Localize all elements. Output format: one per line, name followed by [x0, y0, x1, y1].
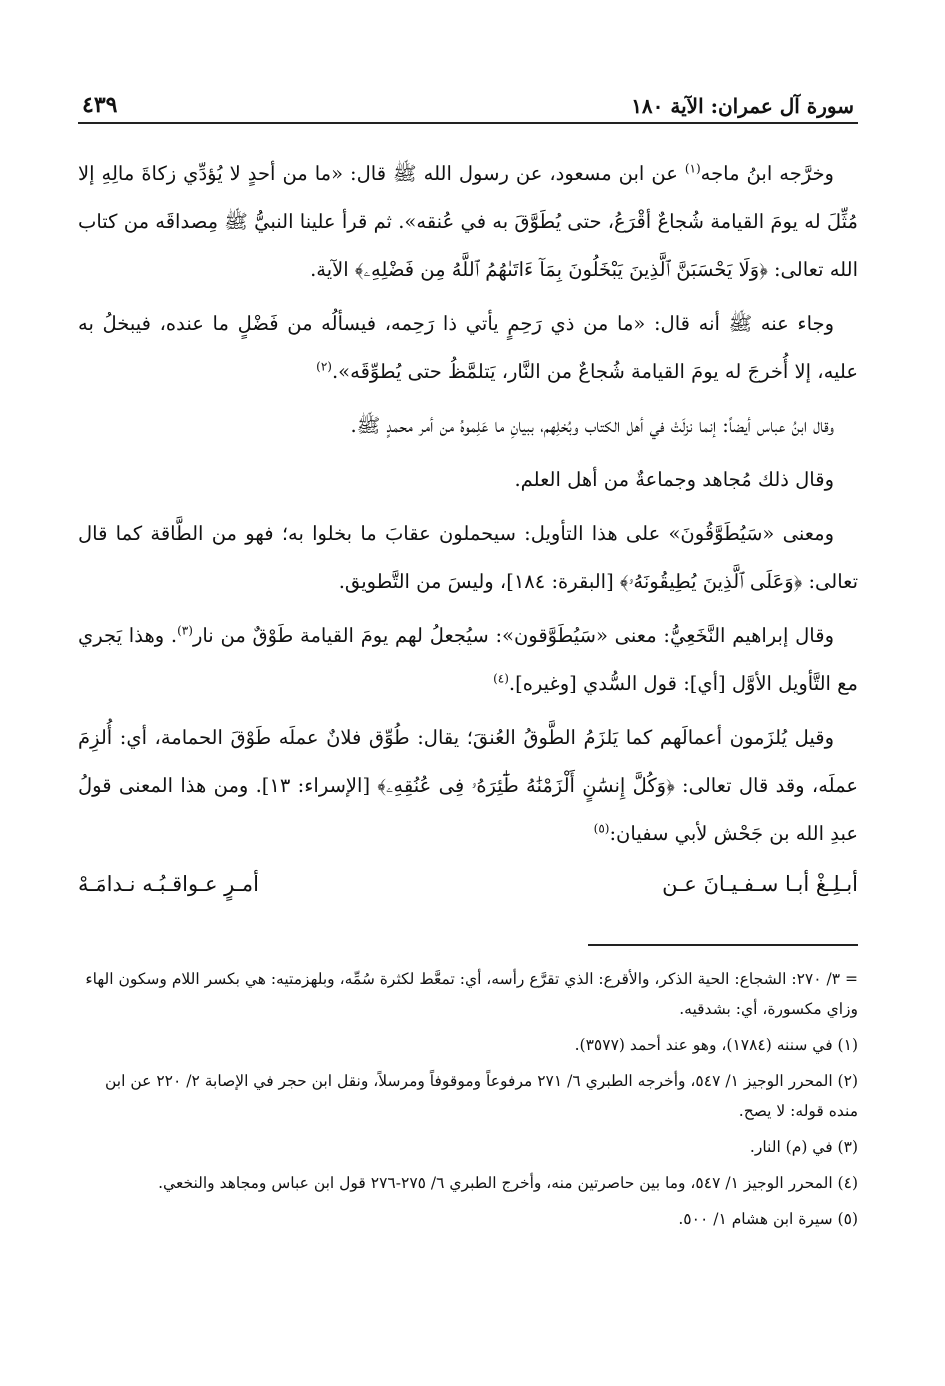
footnote-5: (٥) سيرة ابن هشام ١/ ٥٠٠.: [678, 1210, 858, 1228]
book-page: [78, 82, 858, 1362]
footnote-separator-wrap: [78, 904, 858, 946]
paragraph-3: وقال ابنُ عباس أيضاً: إنما نزلَتْ في أهل الكتاب وبُخلِهم، ببيانِ ما عَلِموهُ من أمر محمدٍ ﷺ.: [350, 414, 834, 437]
footnote-continuation: = ٣/ ٢٧٠: الشجاع: الحية الذكر، والأقرع: الذي تقرَّع رأسه، أي: تمعَّط لكثرة سُمِّه، وبلهزمتيه: هي بكسر اللام وسكون الهاء وزاي مكسورة، أي: بشدقيه.: [85, 970, 858, 1018]
paragraph-6: وقال إبراهيم النَّخَعِيُّ: معنى «سَيُطَوَّقون»: سيُجعلُ لهم يومَ القيامة طَوْقٌ من نار$^{(٣)}$. وهذا يَجري مع التَّأويل الأوَّل [أي]: قول السُّدي [وغيره].$^{(٤)}$: [78, 623, 858, 695]
page-number: ٤٣٩: [82, 92, 118, 118]
paragraph-2: وجاء عنه ﷺ أنه قال: «ما من ذي رَحِمٍ يأتي ذا رَحِمه، فيسألُه من فَضْلٍ ما عنده، فيبخلُ به عليه، إلا أُخرجَ له يومَ القيامة شُجاعٌ من النَّار، يَتلمَّظُ حتى يُطوِّقَه».$^{(٢)}$: [78, 312, 858, 383]
paragraph-5: ومعنى «سَيُطَوَّقُونَ» على هذا التأويل: سيحملون عقابَ ما بخلوا به؛ فهو من الطَّاقة كما قال تعالى: ﴿وَعَلَى ٱلَّذِينَ يُطِيقُونَهُۥ﴾ [البقرة: ١٨٤]، وليسَ من التَّطويق.: [78, 522, 858, 593]
chapter-verse-title: سورة آل عمران: الآية ١٨٠: [631, 94, 854, 118]
main-text: [78, 150, 858, 904]
footnote-ref-4: (٤): [493, 671, 509, 686]
footnote-ref-2: (٢): [316, 359, 332, 374]
running-header: [78, 82, 858, 124]
footnote-ref-3: (٣): [177, 623, 193, 638]
footnote-2: (٢) المحرر الوجيز ١/ ٥٤٧، وأخرجه الطبري ٦/ ٢٧١ مرفوعاً وموقوفاً ومرسلاً، ونقل ابن حجر في الإصابة ٢/ ٢٢٠ عن ابن منده قوله: لا يصح.: [105, 1072, 858, 1120]
footnote-separator: [588, 944, 858, 946]
footnote-ref-5: (٥): [593, 821, 610, 836]
paragraph-1: وخرَّجه ابنُ ماجه$^{(١)}$ عن ابن مسعود، عن رسول الله ﷺ قال: «ما من أحدٍ لا يُؤدِّي زكاةَ مالِهِ إلا مُثِّلَ له يومَ القيامة شُجاعٌ أقْرَعُ، حتى يُطَوَّقَ به في عُنقه». ثم قرأ علينا النبيُّ ﷺ مِصداقَه من كتاب الله تعالى: ﴿وَلَا يَحْسَبَنَّ ٱلَّذِينَ يَبْخَلُونَ بِمَآ ءَاتَىٰهُمُ ٱللَّهُ مِن فَضْلِهِۦ﴾ الآية.: [78, 161, 858, 281]
poetry-verse: [78, 864, 858, 904]
paragraph-4: وقال ذلك مُجاهد وجماعةٌ من أهل العلم.: [514, 468, 834, 491]
paragraph-7: وقيل يُلزَمون أعمالَهم كما يَلزَمُ الطَّوقُ العُنقَ؛ يقال: طُوِّق فلانٌ عملَه طَوْقَ الحمامة، أي: أُلزِمَ عملَه، وقد قال تعالى: ﴿وَكُلَّ إِنسَٰنٍ أَلْزَمْنَٰهُ طَٰٓئِرَهُۥ فِى عُنُقِهِۦ﴾ [الإسراء: ١٣]. ومن هذا المعنى قولُ عبدِ الله بن جَحْش لأبي سفيان:$^{(٥)}$: [78, 726, 859, 845]
verse-hemistich-1: أبـلِـغْ أبـا سـفـيـانَ عـن: [662, 872, 858, 896]
footnote-4: (٤) المحرر الوجيز ١/ ٥٤٧، وما بين حاصرتين منه، وأخرج الطبري ٦/ ٢٧٥-٢٧٦ قول ابن عباس ومجاهد والنخعي.: [158, 1174, 858, 1192]
footnotes: [78, 964, 858, 1234]
footnote-3: (٣) في (م) النار.: [749, 1138, 858, 1156]
verse-hemistich-2: أمـرٍ عـواقـبُـه نـدامَـهْ: [78, 872, 259, 896]
footnote-1: (١) في سننه (١٧٨٤)، وهو عند أحمد (٣٥٧٧).: [574, 1036, 858, 1054]
footnote-ref-1: (١): [684, 161, 701, 176]
